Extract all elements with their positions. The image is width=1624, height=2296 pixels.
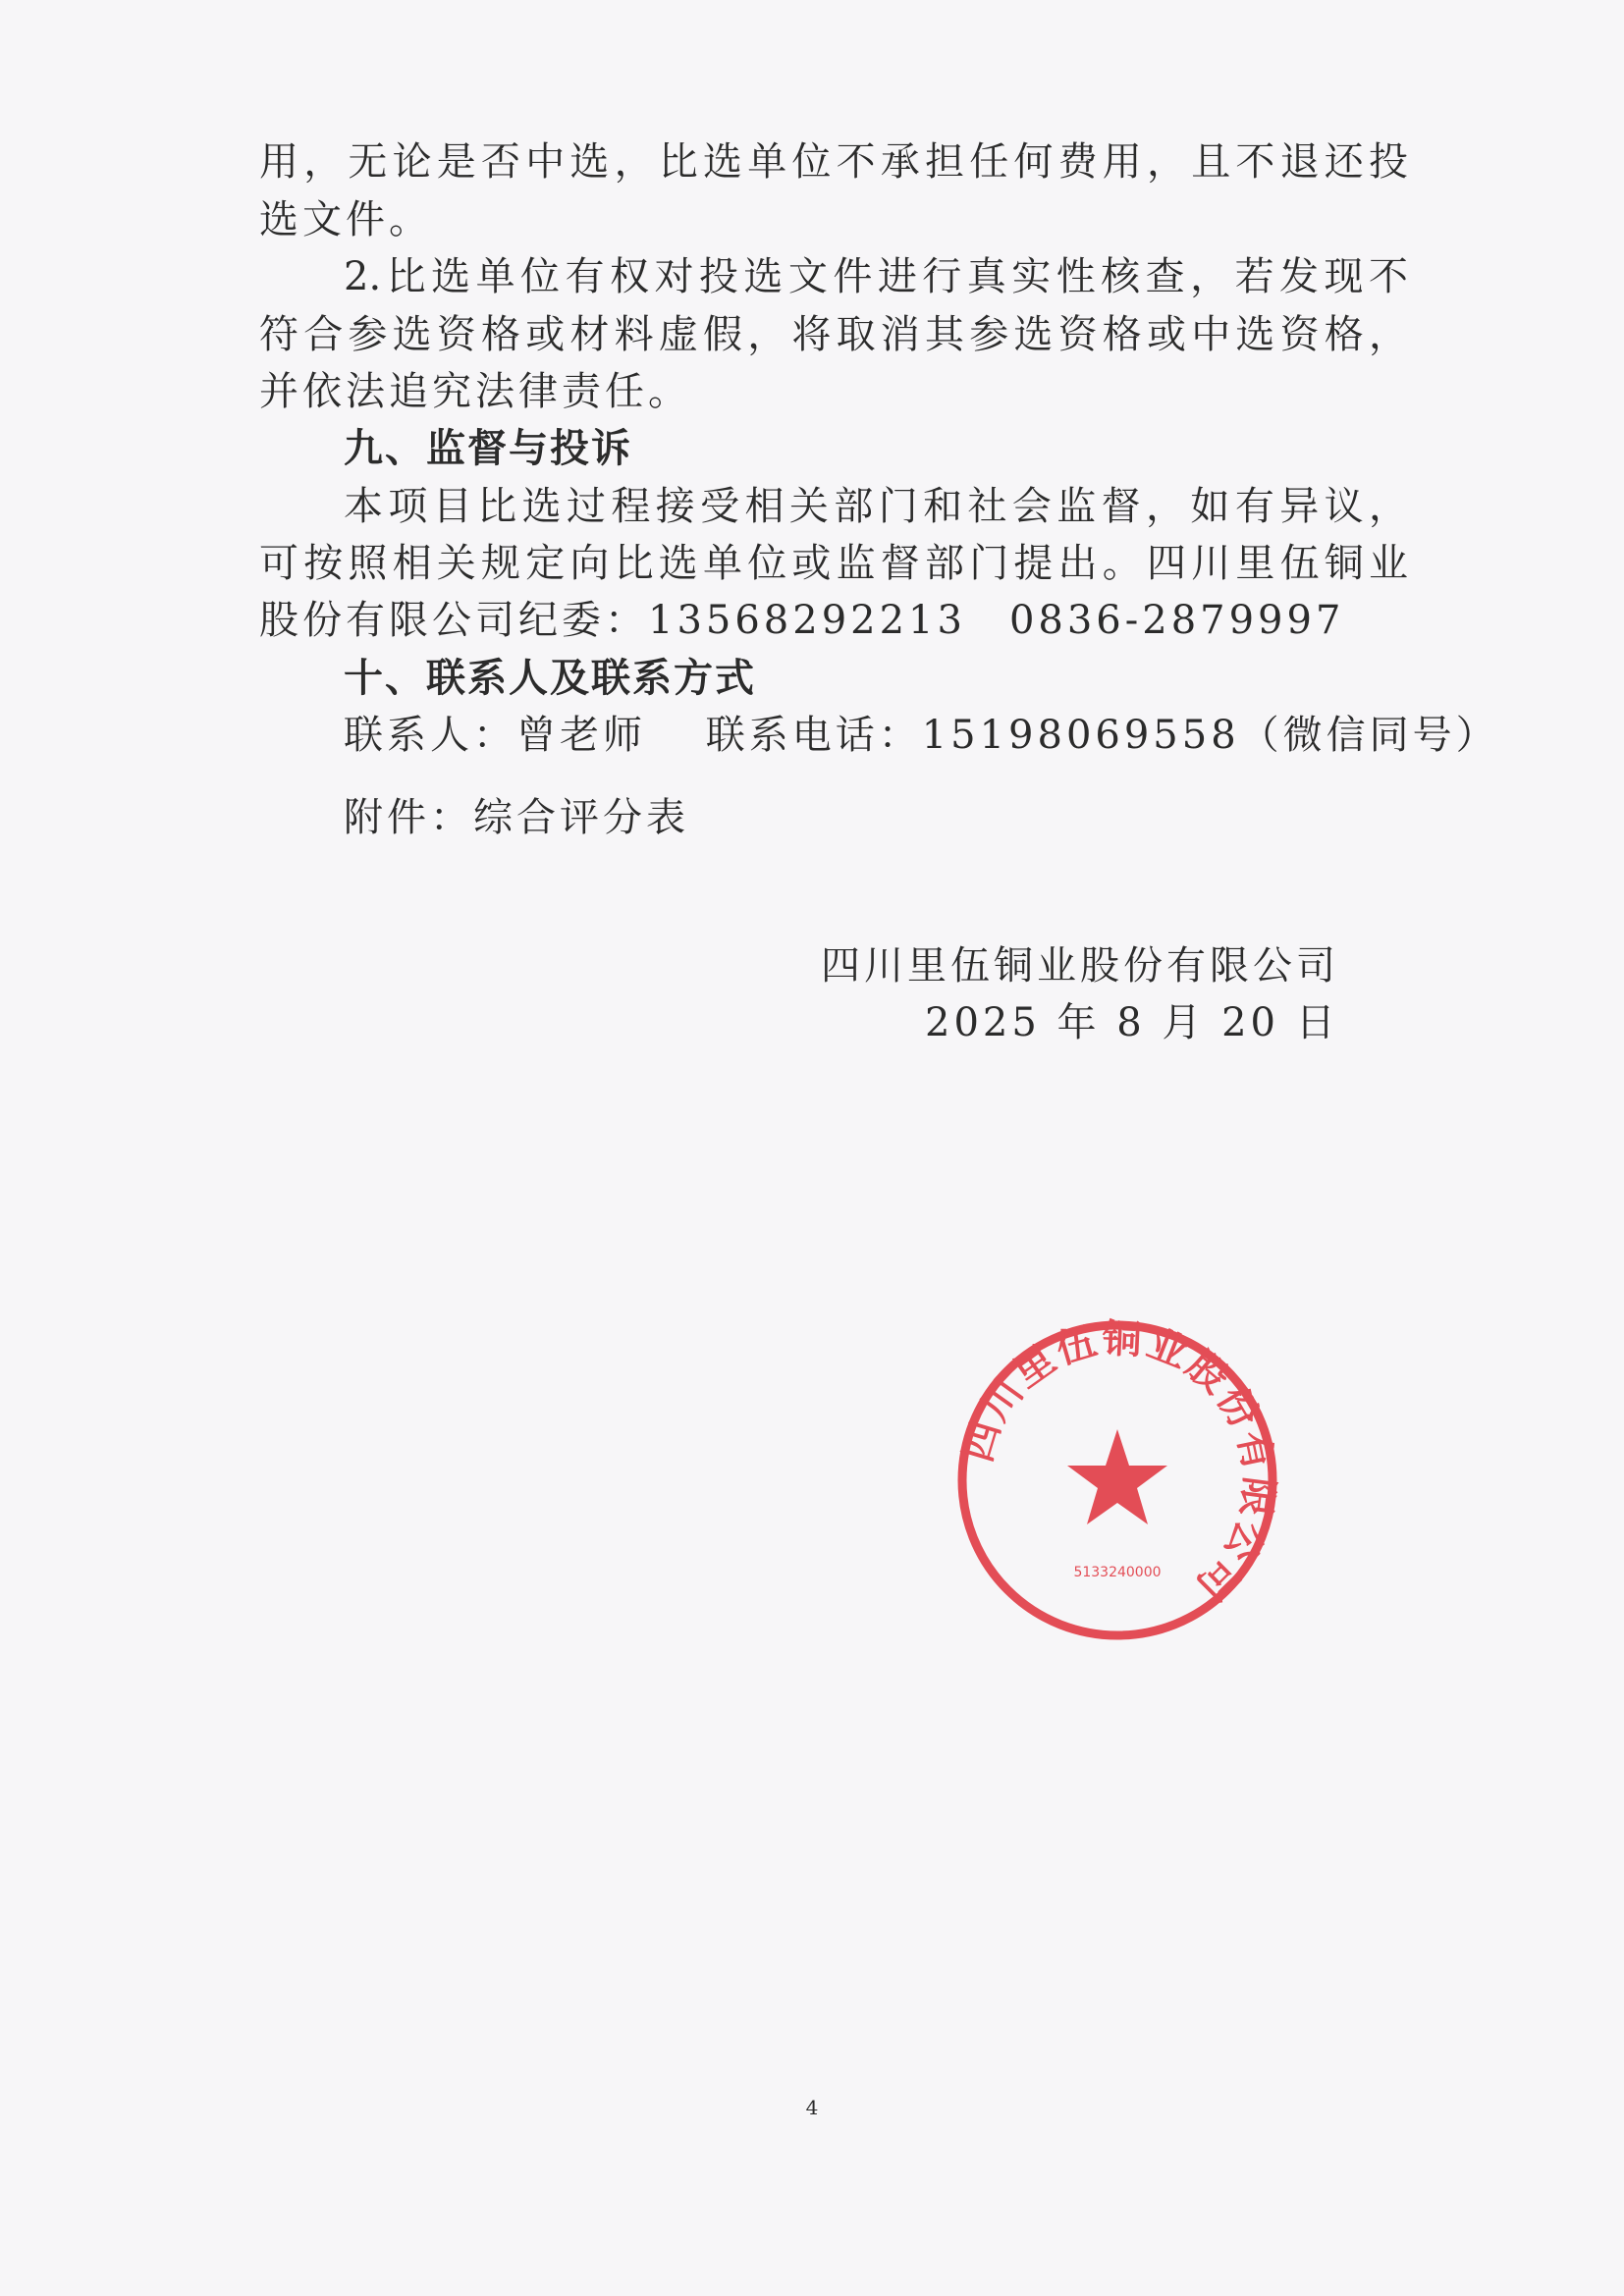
svg-text:5133240000: 5133240000	[1073, 1565, 1162, 1580]
contact-line: 联系人：曾老师 联系电话：15198069558（微信同号）	[344, 713, 1499, 758]
section9-line-2: 可按照相关规定向比选单位或监督部门提出。四川里伍铜业	[259, 541, 1408, 586]
svg-text:四川里伍铜业股份有限公司: 四川里伍铜业股份有限公司	[954, 1316, 1282, 1611]
body-line-4: 符合参选资格或材料虚假，将取消其参选资格或中选资格，	[259, 312, 1408, 357]
body-line-2: 选文件。	[259, 197, 432, 242]
body-line-5: 并依法追究法律责任。	[259, 369, 691, 414]
section-heading-9: 九、监督与投诉	[344, 425, 632, 471]
body-line-3: 2.比选单位有权对投选文件进行真实性核查，若发现不	[344, 254, 1408, 299]
page-number: 4	[805, 2096, 819, 2119]
section9-line-3: 股份有限公司纪委：13568292213 0836-2879997	[259, 598, 1345, 643]
signature-company: 四川里伍铜业股份有限公司	[821, 943, 1339, 988]
body-line-1: 用，无论是否中选，比选单位不承担任何费用，且不退还投	[259, 139, 1408, 185]
attachment-line: 附件：综合评分表	[344, 795, 689, 840]
company-seal-stamp	[950, 1313, 1284, 1647]
section-heading-10: 十、联系人及联系方式	[344, 655, 756, 701]
section9-line-1: 本项目比选过程接受相关部门和社会监督，如有异议，	[344, 484, 1408, 529]
signature-date: 2025 年 8 月 20 日	[925, 1000, 1339, 1045]
